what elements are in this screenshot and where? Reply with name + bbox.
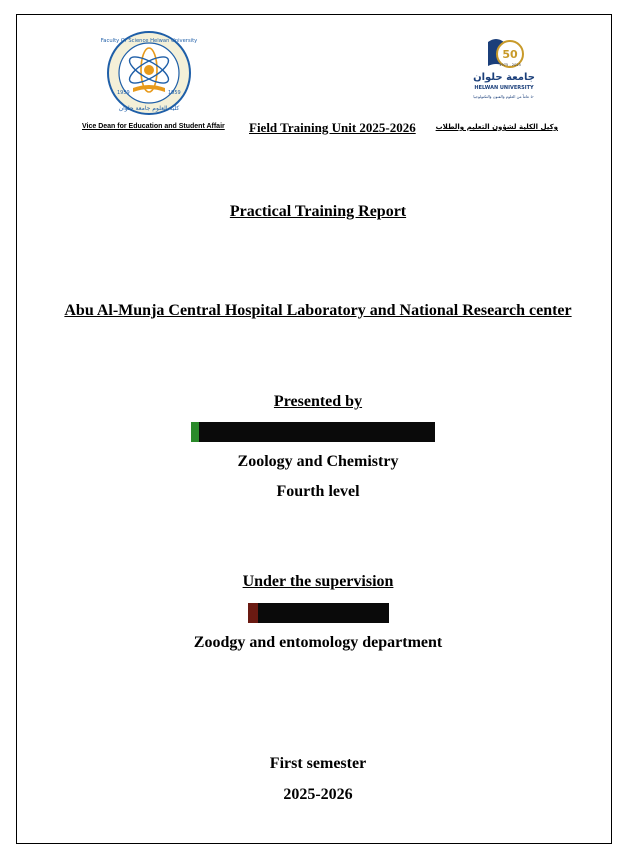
supervisor-department-text: Zoodgy and entomology department (193, 634, 443, 651)
header-left-text: Vice Dean for Education and Student Affair (82, 123, 225, 130)
presented-by-label: Presented by (273, 393, 363, 410)
semester-text: First semester (269, 755, 367, 772)
student-name-mark (191, 422, 199, 442)
header-center-text: Field Training Unit 2025-2026 (249, 120, 416, 135)
logo-right-number: 50 (502, 48, 518, 61)
year-text: 2025-2026 (283, 786, 353, 803)
logo-right-name-en: HELWAN UNIVERSITY (474, 85, 534, 91)
supervisor-name-mark (248, 603, 258, 623)
department-text: Zoology and Chemistry (237, 453, 399, 470)
logo-left-year-left: 1959 (117, 90, 130, 96)
logo-left-bottom-text: كلية العلوم جامعة حلوان (118, 105, 180, 112)
supervision-label: Under the supervision (242, 573, 394, 590)
faculty-of-science-logo (100, 30, 198, 116)
logo-right-name-ar: جامعة حلوان (473, 72, 535, 83)
report-title: Practical Training Report (229, 203, 407, 220)
logo-left-top-text: Faculty Of Science Helwan University (100, 38, 198, 44)
helwan-university-logo (474, 36, 534, 108)
logo-left-year-right: 1959 (168, 90, 181, 96)
header-line (70, 120, 570, 134)
supervisor-name-redacted (248, 603, 389, 623)
institution-name: Abu Al-Munja Central Hospital Laboratory and National Research center (64, 302, 572, 319)
header-right-text: وكيل الكلية لشؤون التعليم والطلاب (435, 123, 558, 131)
level-text: Fourth level (276, 483, 360, 500)
logo-right-years: 1975 - 2025 (499, 63, 521, 67)
logo-right-tagline: ٥٠ عاماً من العلوم والفنون والتكنولوجيا (473, 94, 535, 99)
student-name-redacted (191, 422, 435, 442)
